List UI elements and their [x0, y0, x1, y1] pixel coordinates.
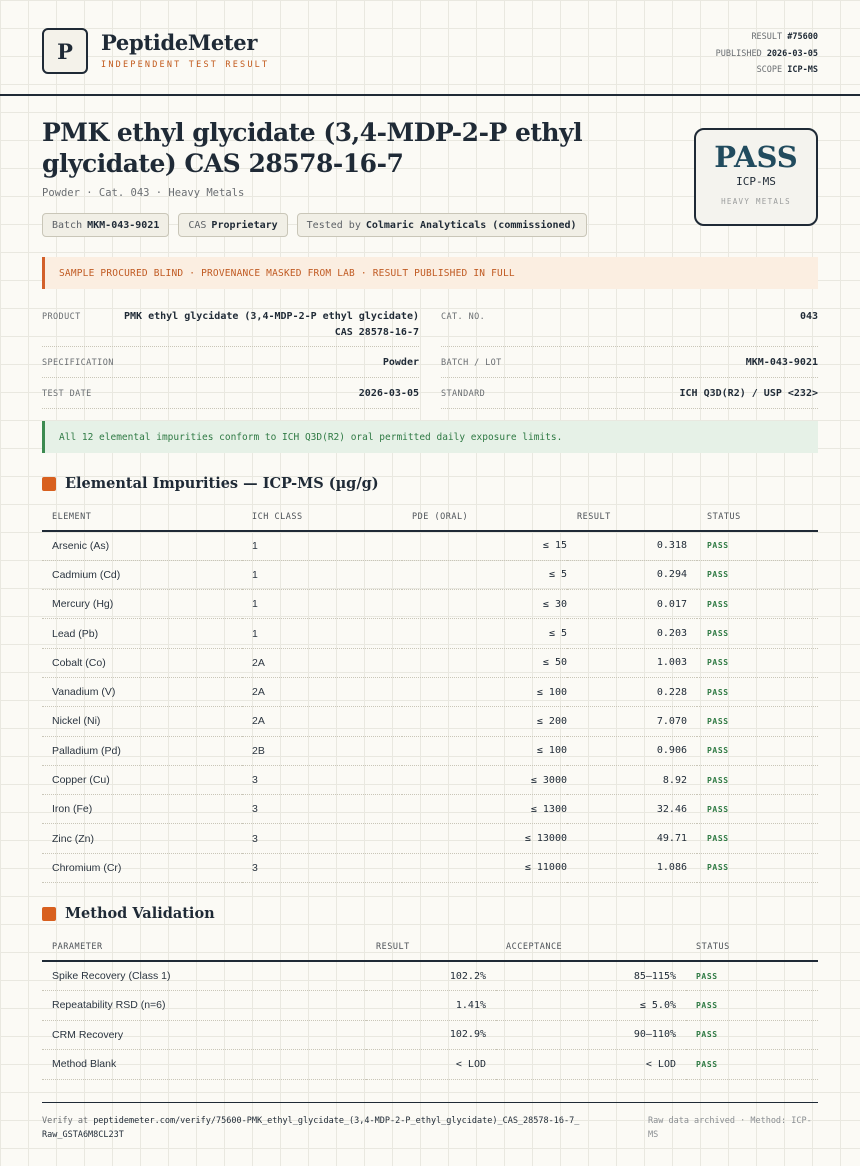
status-badge: PASS: [697, 853, 818, 882]
provenance-notice: SAMPLE PROCURED BLIND · PROVENANCE MASKED FROM LAB · RESULT PUBLISHED IN FULL: [42, 257, 818, 289]
info-cat-label: CAT. NO.: [441, 312, 486, 322]
ich-class-cell: 2B: [242, 736, 402, 765]
parameter-cell: Repeatability RSD (n=6): [42, 991, 366, 1021]
chip-cas: CAS Proprietary: [178, 213, 287, 237]
result-cell: 1.003: [567, 648, 697, 677]
table-row: [42, 795, 818, 824]
status-badge: PASS: [686, 961, 818, 991]
status-badge: PASS: [697, 648, 818, 677]
ich-class-cell: 1: [242, 531, 402, 560]
element-cell: Zinc (Zn): [42, 824, 242, 853]
pde-cell: ≤ 100: [402, 677, 567, 706]
info-batch-label: BATCH / LOT: [441, 358, 502, 368]
verdict-text: PASS: [714, 140, 798, 174]
status-badge: PASS: [697, 619, 818, 648]
acceptance-cell: < LOD: [496, 1050, 686, 1080]
pde-cell: ≤ 100: [402, 736, 567, 765]
report-meta: [716, 29, 818, 79]
col-ich-class: ICH CLASS: [242, 503, 402, 531]
table-header-row: [42, 933, 818, 961]
pde-cell: ≤ 3000: [402, 765, 567, 794]
brand-logo: P: [42, 28, 88, 74]
element-cell: Cadmium (Cd): [42, 560, 242, 589]
archive-note: Raw data archived · Method: ICP-MS: [648, 1116, 812, 1140]
element-cell: Mercury (Hg): [42, 590, 242, 619]
ich-class-cell: 1: [242, 590, 402, 619]
ich-class-cell: 3: [242, 795, 402, 824]
ich-class-cell: 3: [242, 765, 402, 794]
col-result: RESULT: [567, 503, 697, 531]
table-row: [42, 531, 818, 560]
status-badge: PASS: [697, 560, 818, 589]
ich-class-cell: 3: [242, 824, 402, 853]
status-badge: PASS: [697, 795, 818, 824]
status-badge: PASS: [686, 1050, 818, 1080]
verdict-method: ICP-MS: [736, 175, 776, 188]
result-cell: 1.41%: [366, 991, 496, 1021]
result-cell: 0.228: [567, 677, 697, 706]
table-row: [42, 707, 818, 736]
acceptance-cell: ≤ 5.0%: [496, 991, 686, 1021]
section-marker-icon: [42, 907, 56, 921]
info-cat-value: 043: [799, 311, 818, 322]
status-badge: PASS: [697, 590, 818, 619]
info-spec-label: SPECIFICATION: [42, 358, 114, 368]
verdict-scope: HEAVY METALS: [721, 197, 791, 206]
meta-scope: SCOPE ICP-MS: [756, 65, 818, 75]
table-row: [42, 824, 818, 853]
result-cell: 0.318: [567, 531, 697, 560]
info-product-value: PMK ethyl glycidate (3,4-MDP-2-P ethyl glycidate) CAS 28578-16-7: [123, 311, 419, 338]
table-row: [42, 648, 818, 677]
col-status: STATUS: [697, 503, 818, 531]
brand-tagline: INDEPENDENT TEST RESULT: [101, 60, 270, 70]
status-badge: PASS: [697, 707, 818, 736]
col-pde: PDE (ORAL): [402, 503, 567, 531]
pde-cell: ≤ 5: [402, 560, 567, 589]
ich-class-cell: 1: [242, 619, 402, 648]
parameter-cell: Spike Recovery (Class 1): [42, 961, 366, 991]
info-date-label: TEST DATE: [42, 389, 92, 399]
info-batch-value: MKM-043-9021: [745, 357, 818, 368]
info-divider: [42, 377, 419, 378]
ich-class-cell: 2A: [242, 648, 402, 677]
table-row: [42, 991, 818, 1021]
result-cell: 32.46: [567, 795, 697, 824]
result-cell: 1.086: [567, 853, 697, 882]
col-status: STATUS: [686, 933, 818, 961]
impurities-heading: [42, 475, 379, 492]
table-row: [42, 1020, 818, 1050]
table-row: [42, 961, 818, 991]
info-divider: [441, 346, 818, 347]
info-divider: [441, 377, 818, 378]
pde-cell: ≤ 5: [402, 619, 567, 648]
col-parameter: PARAMETER: [42, 933, 366, 961]
chip-batch: Batch MKM-043-9021: [42, 213, 169, 237]
info-divider: [441, 408, 818, 409]
pde-cell: ≤ 1300: [402, 795, 567, 824]
col-element: ELEMENT: [42, 503, 242, 531]
status-badge: PASS: [697, 531, 818, 560]
verdict-card: [694, 128, 818, 226]
ich-class-cell: 2A: [242, 677, 402, 706]
status-badge: PASS: [697, 677, 818, 706]
col-acceptance: ACCEPTANCE: [496, 933, 686, 961]
ich-class-cell: 2A: [242, 707, 402, 736]
info-divider: [42, 408, 419, 409]
status-badge: PASS: [686, 1020, 818, 1050]
product-subline: Powder · Cat. 043 · Heavy Metals: [42, 187, 245, 199]
element-cell: Copper (Cu): [42, 765, 242, 794]
validation-heading: [42, 905, 215, 922]
result-cell: 7.070: [567, 707, 697, 736]
info-standard-label: STANDARD: [441, 389, 486, 399]
ich-class-cell: 1: [242, 560, 402, 589]
table-row: [42, 853, 818, 882]
verify-text: Verify at peptidemeter.com/verify/75600-PMK_ethyl_glycidate_(3,4-MDP-2-P_ethyl_glycidate)_CAS_28578-16-7_Raw_GSTA6M8CL23T: [42, 1116, 580, 1140]
info-standard-value: ICH Q3D(R2) / USP <232>: [679, 388, 818, 399]
element-cell: Chromium (Cr): [42, 853, 242, 882]
result-cell: 8.92: [567, 765, 697, 794]
element-cell: Arsenic (As): [42, 531, 242, 560]
validation-title: Method Validation: [65, 905, 215, 922]
pde-cell: ≤ 13000: [402, 824, 567, 853]
info-spec-value: Powder: [382, 357, 419, 368]
status-badge: PASS: [686, 991, 818, 1021]
table-row: [42, 560, 818, 589]
info-product-label: PRODUCT: [42, 312, 81, 322]
result-cell: 0.294: [567, 560, 697, 589]
table-row: [42, 765, 818, 794]
parameter-cell: CRM Recovery: [42, 1020, 366, 1050]
product-title: PMK ethyl glycidate (3,4-MDP-2-P ethyl glycidate) CAS 28578-16-7: [42, 118, 583, 178]
section-marker-icon: [42, 477, 56, 491]
impurities-title: Elemental Impurities — ICP-MS (µg/g): [65, 475, 379, 492]
result-cell: < LOD: [366, 1050, 496, 1080]
status-badge: PASS: [697, 765, 818, 794]
impurities-table: [42, 503, 818, 883]
brand-name: PeptideMeter: [101, 30, 258, 55]
pde-cell: ≤ 200: [402, 707, 567, 736]
pde-cell: ≤ 11000: [402, 853, 567, 882]
pde-cell: ≤ 15: [402, 531, 567, 560]
element-cell: Lead (Pb): [42, 619, 242, 648]
parameter-cell: Method Blank: [42, 1050, 366, 1080]
element-cell: Nickel (Ni): [42, 707, 242, 736]
footer-divider: [42, 1102, 818, 1103]
status-badge: PASS: [697, 736, 818, 765]
result-cell: 0.203: [567, 619, 697, 648]
info-divider: [42, 346, 419, 347]
validation-table: [42, 933, 818, 1080]
element-cell: Palladium (Pd): [42, 736, 242, 765]
meta-published: PUBLISHED 2026-03-05: [715, 48, 818, 59]
product-chips: [42, 213, 587, 237]
report-header: [0, 0, 860, 96]
table-row: [42, 590, 818, 619]
element-cell: Cobalt (Co): [42, 648, 242, 677]
table-row: [42, 619, 818, 648]
verify-link[interactable]: peptidemeter.com/verify/75600-PMK_ethyl_glycidate_(3,4-MDP-2-P_ethyl_glycidate)_CAS_28578-16-7_Raw_GSTA6M8CL23T: [42, 1116, 580, 1140]
table-row: [42, 1050, 818, 1080]
result-cell: 49.71: [567, 824, 697, 853]
result-cell: 102.2%: [366, 961, 496, 991]
info-date-value: 2026-03-05: [358, 388, 419, 399]
status-badge: PASS: [697, 824, 818, 853]
acceptance-cell: 85–115%: [496, 961, 686, 991]
ich-class-cell: 3: [242, 853, 402, 882]
acceptance-cell: 90–110%: [496, 1020, 686, 1050]
result-cell: 0.017: [567, 590, 697, 619]
col-result: RESULT: [366, 933, 496, 961]
table-row: [42, 736, 818, 765]
meta-result: RESULT #75600: [751, 32, 818, 42]
result-cell: 102.9%: [366, 1020, 496, 1050]
pde-cell: ≤ 30: [402, 590, 567, 619]
table-header-row: [42, 503, 818, 531]
conformance-banner: All 12 elemental impurities conform to ICH Q3D(R2) oral permitted daily exposure limits.: [42, 421, 818, 453]
chip-tested-by: Tested by Colmaric Analyticals (commissioned): [297, 213, 587, 237]
table-row: [42, 677, 818, 706]
result-cell: 0.906: [567, 736, 697, 765]
element-cell: Vanadium (V): [42, 677, 242, 706]
element-cell: Iron (Fe): [42, 795, 242, 824]
pde-cell: ≤ 50: [402, 648, 567, 677]
